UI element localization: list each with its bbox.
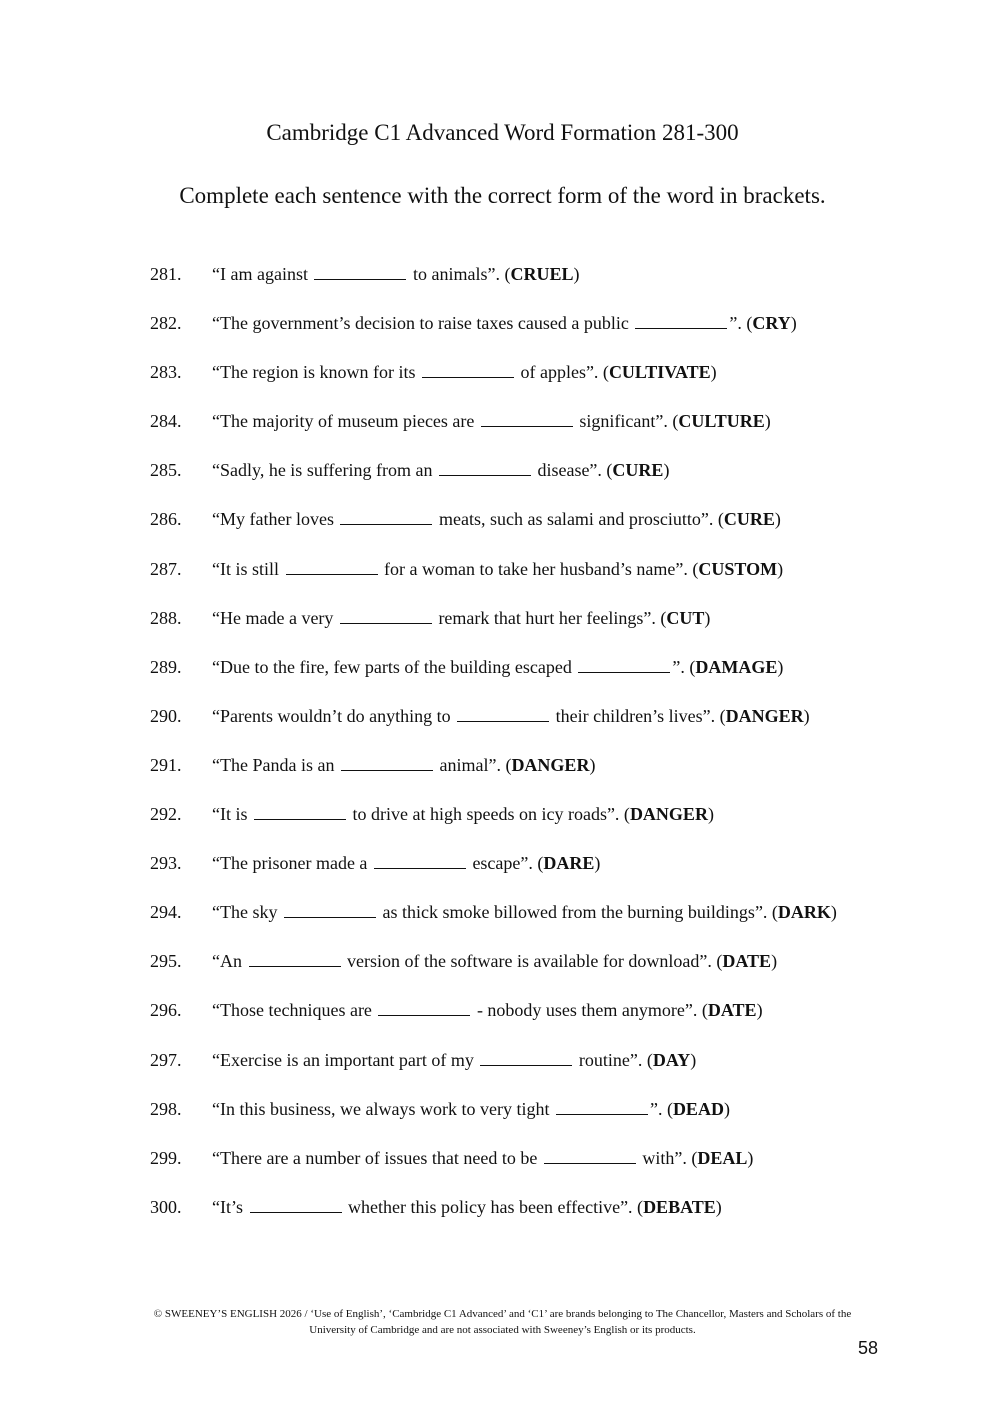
answer-blank[interactable] bbox=[544, 1147, 636, 1164]
question-number: 285. bbox=[150, 460, 182, 481]
question-close: ) bbox=[777, 558, 784, 579]
question-item bbox=[0, 458, 1005, 507]
question-number: 290. bbox=[150, 705, 182, 726]
question-text-after: - nobody uses them anymore”. ( bbox=[472, 1000, 708, 1021]
answer-blank[interactable] bbox=[254, 803, 346, 820]
question-item bbox=[0, 1146, 1005, 1195]
question-keyword: DEBATE bbox=[643, 1196, 716, 1217]
question-text bbox=[212, 851, 600, 875]
question-text-before: “In this business, we always work to very tight bbox=[212, 1098, 554, 1119]
question-text-before: “The prisoner made a bbox=[212, 853, 372, 874]
page-title: Cambridge C1 Advanced Word Formation 281-300 bbox=[266, 120, 739, 145]
question-text bbox=[212, 900, 837, 924]
question-keyword: DAMAGE bbox=[695, 656, 778, 677]
question-text bbox=[212, 360, 717, 384]
question-item bbox=[0, 802, 1005, 851]
answer-blank[interactable] bbox=[439, 459, 531, 476]
question-item bbox=[0, 1195, 1005, 1244]
question-text bbox=[212, 458, 669, 482]
question-item bbox=[0, 507, 1005, 556]
question-text-after: ”. ( bbox=[649, 1098, 673, 1119]
question-text-after: for a woman to take her husband’s name”. ( bbox=[379, 558, 699, 579]
question-text bbox=[212, 262, 579, 286]
question-keyword: CULTURE bbox=[678, 411, 765, 432]
question-number: 292. bbox=[150, 804, 182, 825]
question-keyword: DEAL bbox=[697, 1147, 748, 1168]
answer-blank[interactable] bbox=[374, 852, 466, 869]
question-text-before: “Due to the fire, few parts of the building escaped bbox=[212, 656, 577, 677]
question-number: 289. bbox=[150, 656, 182, 677]
question-keyword: DANGER bbox=[511, 754, 590, 775]
question-item bbox=[0, 900, 1005, 949]
question-number: 294. bbox=[150, 902, 182, 923]
question-close: ) bbox=[764, 411, 771, 432]
question-item bbox=[0, 606, 1005, 655]
question-text-before: “Parents wouldn’t do anything to bbox=[212, 705, 456, 726]
question-text bbox=[212, 409, 771, 433]
question-text-after: animal”. ( bbox=[434, 754, 512, 775]
question-number: 283. bbox=[150, 362, 182, 383]
question-text-before: “Exercise is an important part of my bbox=[212, 1049, 479, 1070]
question-number: 282. bbox=[150, 313, 182, 334]
question-keyword: DATE bbox=[707, 1000, 757, 1021]
instructions: Complete each sentence with the correct form of the word in brackets. bbox=[179, 183, 826, 208]
question-item bbox=[0, 998, 1005, 1047]
question-text bbox=[212, 655, 783, 679]
question-text-after: ”. ( bbox=[672, 656, 696, 677]
question-text-after: disease”. ( bbox=[532, 460, 613, 481]
question-text-after: as thick smoke billowed from the burning buildings”. ( bbox=[377, 902, 778, 923]
question-close: ) bbox=[777, 656, 784, 677]
question-close: ) bbox=[830, 902, 837, 923]
question-item bbox=[0, 262, 1005, 311]
question-close: ) bbox=[723, 1098, 730, 1119]
question-item bbox=[0, 1048, 1005, 1097]
question-text-before: “The Panda is an bbox=[212, 754, 339, 775]
question-text bbox=[212, 704, 810, 728]
question-keyword: CUSTOM bbox=[698, 558, 778, 579]
question-text-before: “It is bbox=[212, 804, 252, 825]
page-number: 58 bbox=[858, 1338, 879, 1358]
answer-blank[interactable] bbox=[556, 1098, 648, 1115]
question-number: 297. bbox=[150, 1049, 182, 1070]
question-text bbox=[212, 998, 763, 1022]
question-text-after: ”. ( bbox=[729, 313, 753, 334]
answer-blank[interactable] bbox=[422, 361, 514, 378]
question-text-before: “Sadly, he is suffering from an bbox=[212, 460, 437, 481]
answer-blank[interactable] bbox=[340, 508, 432, 525]
question-close: ) bbox=[774, 509, 781, 530]
question-text-after: meats, such as salami and prosciutto”. ( bbox=[434, 509, 724, 530]
question-text-before: “The sky bbox=[212, 902, 282, 923]
question-keyword: DARE bbox=[543, 853, 595, 874]
question-close: ) bbox=[710, 362, 717, 383]
answer-blank[interactable] bbox=[480, 1049, 572, 1066]
question-number: 299. bbox=[150, 1147, 182, 1168]
question-close: ) bbox=[663, 460, 670, 481]
question-text bbox=[212, 606, 710, 630]
question-number: 300. bbox=[150, 1196, 182, 1217]
question-keyword: DEAD bbox=[672, 1098, 724, 1119]
question-close: ) bbox=[771, 951, 778, 972]
question-text-after: escape”. ( bbox=[467, 853, 544, 874]
question-close: ) bbox=[573, 264, 580, 284]
question-text-before: “I am against bbox=[212, 264, 313, 284]
question-close: ) bbox=[707, 804, 714, 825]
question-text-before: “The majority of museum pieces are bbox=[212, 411, 479, 432]
question-text bbox=[212, 557, 783, 581]
question-keyword: CULTIVATE bbox=[608, 362, 711, 383]
question-keyword: DATE bbox=[722, 951, 772, 972]
question-number: 296. bbox=[150, 1000, 182, 1021]
question-list bbox=[0, 262, 1005, 1244]
question-keyword: DAY bbox=[652, 1049, 691, 1070]
question-text-before: “The region is known for its bbox=[212, 362, 420, 383]
question-text-after: remark that hurt her feelings”. ( bbox=[433, 607, 667, 628]
answer-blank[interactable] bbox=[457, 705, 549, 722]
question-close: ) bbox=[594, 853, 601, 874]
question-text-after: of apples”. ( bbox=[515, 362, 609, 383]
question-text-after: with”. ( bbox=[637, 1147, 698, 1168]
question-item bbox=[0, 311, 1005, 360]
question-item bbox=[0, 409, 1005, 458]
copyright-footer bbox=[110, 1306, 895, 1338]
question-text-after: whether this policy has been effective”. ( bbox=[343, 1196, 644, 1217]
answer-blank[interactable] bbox=[341, 754, 433, 771]
question-number: 281. bbox=[150, 264, 182, 284]
question-item bbox=[0, 753, 1005, 802]
footer-line-2: University of Cambridge and are not associated with Sweeney’s English or its products. bbox=[309, 1324, 696, 1336]
question-close: ) bbox=[690, 1049, 697, 1070]
question-text-after: their children’s lives”. ( bbox=[551, 705, 726, 726]
answer-blank[interactable] bbox=[635, 312, 727, 329]
question-item bbox=[0, 1097, 1005, 1146]
question-number: 291. bbox=[150, 754, 182, 775]
question-text bbox=[212, 753, 595, 777]
question-text-before: “It is still bbox=[212, 558, 284, 579]
question-text-before: “Those techniques are bbox=[212, 1000, 377, 1021]
question-number: 293. bbox=[150, 853, 182, 874]
question-text bbox=[212, 949, 777, 973]
question-number: 298. bbox=[150, 1098, 182, 1119]
question-item bbox=[0, 704, 1005, 753]
question-keyword: CURE bbox=[612, 460, 664, 481]
answer-blank[interactable] bbox=[284, 901, 376, 918]
question-text bbox=[212, 802, 714, 826]
question-item bbox=[0, 949, 1005, 998]
question-text bbox=[212, 311, 797, 335]
question-number: 287. bbox=[150, 558, 182, 579]
question-number: 286. bbox=[150, 509, 182, 530]
answer-blank[interactable] bbox=[340, 607, 432, 624]
answer-blank[interactable] bbox=[250, 1196, 342, 1213]
question-item bbox=[0, 655, 1005, 704]
question-item bbox=[0, 851, 1005, 900]
question-text bbox=[212, 1097, 730, 1121]
question-item bbox=[0, 360, 1005, 409]
answer-blank[interactable] bbox=[378, 999, 470, 1016]
question-close: ) bbox=[589, 754, 596, 775]
question-text-before: “The government’s decision to raise taxes caused a public bbox=[212, 313, 634, 334]
question-keyword: DANGER bbox=[629, 804, 708, 825]
question-close: ) bbox=[715, 1196, 722, 1217]
question-text-after: significant”. ( bbox=[574, 411, 679, 432]
question-text-before: “He made a very bbox=[212, 607, 338, 628]
question-keyword: CRY bbox=[752, 313, 791, 334]
question-keyword: CRUEL bbox=[510, 264, 574, 284]
answer-blank[interactable] bbox=[286, 558, 378, 575]
answer-blank[interactable] bbox=[314, 263, 406, 280]
question-text-before: “An bbox=[212, 951, 247, 972]
question-close: ) bbox=[756, 1000, 763, 1021]
question-close: ) bbox=[704, 607, 711, 628]
question-text bbox=[212, 1048, 696, 1072]
question-text-before: “My father loves bbox=[212, 509, 339, 530]
question-text bbox=[212, 507, 781, 531]
question-text-after: to animals”. ( bbox=[408, 264, 511, 284]
question-item bbox=[0, 557, 1005, 606]
question-close: ) bbox=[803, 705, 810, 726]
footer-line-1: © SWEENEY’S ENGLISH 2026 / ‘Use of English’, ‘Cambridge C1 Advanced’ and ‘C1’ are brands belonging to The Chancellor, Masters and Scholars of the bbox=[153, 1308, 852, 1320]
answer-blank[interactable] bbox=[481, 410, 573, 427]
question-keyword: DARK bbox=[777, 902, 831, 923]
question-text-after: to drive at high speeds on icy roads”. ( bbox=[348, 804, 630, 825]
question-text-before: “It’s bbox=[212, 1196, 248, 1217]
question-text-before: “There are a number of issues that need to be bbox=[212, 1147, 542, 1168]
question-close: ) bbox=[747, 1147, 754, 1168]
question-keyword: CUT bbox=[666, 607, 705, 628]
question-text-after: version of the software is available for download”. ( bbox=[342, 951, 723, 972]
question-number: 284. bbox=[150, 411, 182, 432]
answer-blank[interactable] bbox=[578, 656, 670, 673]
question-text-after: routine”. ( bbox=[574, 1049, 653, 1070]
answer-blank[interactable] bbox=[249, 950, 341, 967]
question-keyword: DANGER bbox=[725, 705, 804, 726]
question-close: ) bbox=[790, 313, 797, 334]
question-number: 288. bbox=[150, 607, 182, 628]
question-keyword: CURE bbox=[723, 509, 775, 530]
question-text bbox=[212, 1195, 722, 1219]
question-number: 295. bbox=[150, 951, 182, 972]
question-text bbox=[212, 1146, 753, 1170]
